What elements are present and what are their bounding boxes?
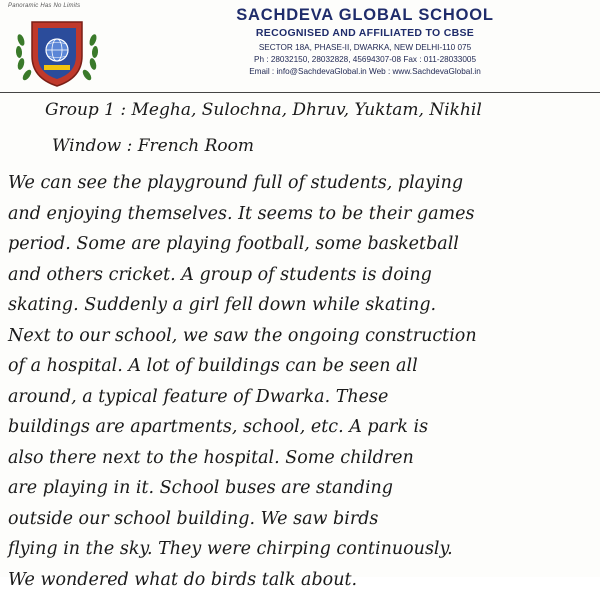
school-contact-block xyxy=(200,2,530,78)
window-heading: Window : French Room xyxy=(52,136,254,156)
paragraph-line: of a hospital. A lot of buildings can be seen all xyxy=(8,351,593,382)
paragraph-line: and enjoying themselves. It seems to be their games xyxy=(8,199,593,230)
school-tagline: Panoramic Has No Limits xyxy=(8,3,80,9)
school-name: SACHDEVA GLOBAL SCHOOL xyxy=(200,6,530,24)
paragraph-line: buildings are apartments, school, etc. A park is xyxy=(8,412,593,443)
letterhead-divider xyxy=(0,92,600,93)
school-affiliation: RECOGNISED AND AFFILIATED TO CBSE xyxy=(200,26,530,40)
paragraph-line: Next to our school, we saw the ongoing construction xyxy=(8,321,593,352)
paragraph-line: outside our school building. We saw birds xyxy=(8,504,593,535)
paragraph-line: and others cricket. A group of students is doing xyxy=(8,260,593,291)
paragraph-line: around, a typical feature of Dwarka. These xyxy=(8,382,593,413)
paragraph-line: flying in the sky. They were chirping continuously. xyxy=(8,534,593,565)
paragraph-line: We wondered what do birds talk about. xyxy=(8,565,593,595)
school-address: SECTOR 18A, PHASE-II, DWARKA, NEW DELHI-110 075 xyxy=(200,42,530,54)
school-email-web: Email : info@SachdevaGlobal.in Web : www.SachdevaGlobal.in xyxy=(200,66,530,78)
school-crest-logo xyxy=(12,12,102,90)
group-heading: Group 1 : Megha, Sulochna, Dhruv, Yuktam, Nikhil xyxy=(45,100,482,120)
paragraph-line: period. Some are playing football, some basketball xyxy=(8,229,593,260)
paragraph-line: We can see the playground full of students, playing xyxy=(8,168,593,199)
paragraph-line: also there next to the hospital. Some children xyxy=(8,443,593,474)
handwritten-paragraph xyxy=(8,168,593,595)
paragraph-line: skating. Suddenly a girl fell down while skating. xyxy=(8,290,593,321)
paragraph-line: are playing in it. School buses are standing xyxy=(8,473,593,504)
school-phone: Ph : 28032150, 28032828, 45694307-08 Fax : 011-28033005 xyxy=(200,54,530,66)
letterhead xyxy=(0,0,600,92)
